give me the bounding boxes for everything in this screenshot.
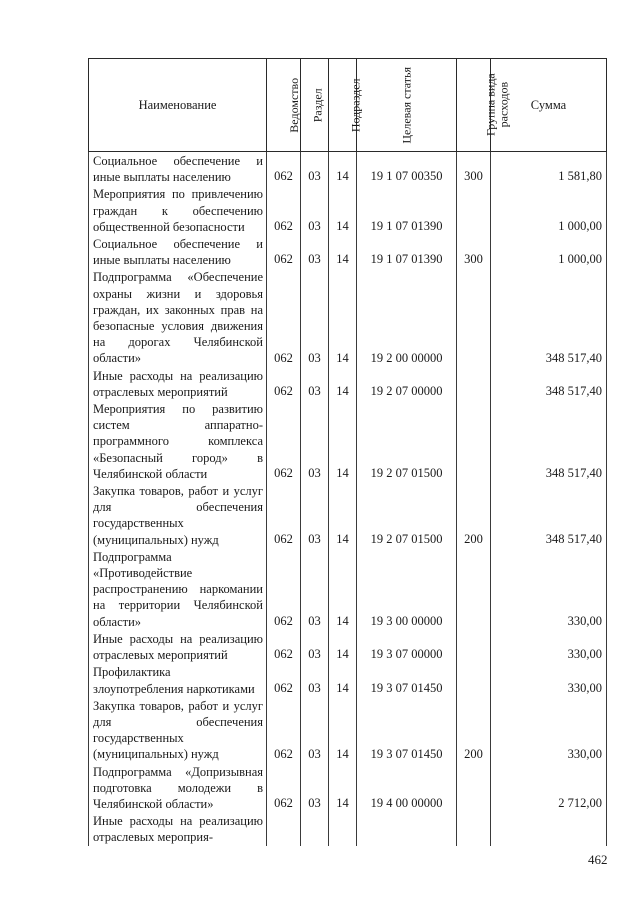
row-section-cell: 03 xyxy=(301,152,329,186)
header-subsection: Подраздел xyxy=(329,59,357,152)
row-amount-cell: 348 517,40 xyxy=(491,268,607,366)
row-subsection-cell: 14 xyxy=(329,268,357,366)
table-row xyxy=(89,185,607,235)
table-row xyxy=(89,482,607,548)
row-amount-cell: 330,00 xyxy=(491,663,607,696)
row-target-cell: 19 3 00 00000 xyxy=(357,548,457,630)
row-target-cell: 19 1 07 01390 xyxy=(357,235,457,268)
row-amount-cell: 2 712,00 xyxy=(491,763,607,813)
row-target-cell: 19 1 07 01390 xyxy=(357,185,457,235)
row-group-cell xyxy=(457,268,491,366)
row-group-cell: 200 xyxy=(457,482,491,548)
header-amount: Сумма xyxy=(491,59,607,152)
row-department-cell: 062 xyxy=(267,630,301,663)
row-subsection-cell: 14 xyxy=(329,400,357,482)
row-target-cell: 19 1 07 00350 xyxy=(357,152,457,186)
row-subsection-cell: 14 xyxy=(329,482,357,548)
row-name-cell: Социальное обеспечение и иные выплаты населению xyxy=(89,152,267,186)
table-row xyxy=(89,400,607,482)
row-group-cell xyxy=(457,185,491,235)
row-subsection-cell: 14 xyxy=(329,630,357,663)
row-subsection-cell: 14 xyxy=(329,367,357,400)
row-subsection-cell xyxy=(329,812,357,845)
table-row xyxy=(89,367,607,400)
row-amount-cell: 348 517,40 xyxy=(491,367,607,400)
row-subsection-cell: 14 xyxy=(329,697,357,763)
row-name-cell: Подпрограмма «Допризывная подготовка молодежи в Челябинской области» xyxy=(89,763,267,813)
row-name-cell: Подпрограмма «Противодействие распространению наркомании на территории Челябинской области» xyxy=(89,548,267,630)
table-row xyxy=(89,763,607,813)
row-section-cell: 03 xyxy=(301,185,329,235)
row-section-cell: 03 xyxy=(301,482,329,548)
row-department-cell: 062 xyxy=(267,268,301,366)
row-target-cell: 19 3 07 01450 xyxy=(357,663,457,696)
row-subsection-cell: 14 xyxy=(329,185,357,235)
table-row xyxy=(89,812,607,845)
page-number: 462 xyxy=(588,852,608,867)
row-amount-cell: 330,00 xyxy=(491,630,607,663)
row-name-cell: Мероприятия по привлечению граждан к обеспечению общественной безопасности xyxy=(89,185,267,235)
row-amount-cell: 348 517,40 xyxy=(491,482,607,548)
row-amount-cell xyxy=(491,812,607,845)
row-section-cell xyxy=(301,812,329,845)
row-group-cell xyxy=(457,548,491,630)
row-target-cell: 19 2 00 00000 xyxy=(357,268,457,366)
row-group-cell: 300 xyxy=(457,152,491,186)
row-group-cell xyxy=(457,663,491,696)
row-amount-cell: 330,00 xyxy=(491,548,607,630)
row-target-cell: 19 2 07 01500 xyxy=(357,482,457,548)
row-section-cell: 03 xyxy=(301,663,329,696)
row-section-cell: 03 xyxy=(301,400,329,482)
row-department-cell: 062 xyxy=(267,763,301,813)
table-row xyxy=(89,548,607,630)
row-group-cell xyxy=(457,630,491,663)
row-name-cell: Социальное обеспечение и иные выплаты населению xyxy=(89,235,267,268)
header-expense-group: Группа вида расходов xyxy=(457,59,491,152)
table-row xyxy=(89,268,607,366)
row-department-cell: 062 xyxy=(267,185,301,235)
row-section-cell: 03 xyxy=(301,763,329,813)
row-name-cell: Закупка товаров, работ и услуг для обеспечения государственных (муниципальных) нужд xyxy=(89,482,267,548)
table-header xyxy=(89,59,607,152)
row-target-cell: 19 3 07 01450 xyxy=(357,697,457,763)
row-department-cell: 062 xyxy=(267,697,301,763)
row-subsection-cell: 14 xyxy=(329,763,357,813)
row-department-cell xyxy=(267,812,301,845)
row-section-cell: 03 xyxy=(301,630,329,663)
row-department-cell: 062 xyxy=(267,548,301,630)
row-department-cell: 062 xyxy=(267,400,301,482)
header-department: Ведомство xyxy=(267,59,301,152)
row-group-cell xyxy=(457,763,491,813)
row-department-cell: 062 xyxy=(267,482,301,548)
row-name-cell: Профилактика злоупотребления наркотиками xyxy=(89,663,267,696)
row-section-cell: 03 xyxy=(301,548,329,630)
table-row xyxy=(89,663,607,696)
row-name-cell: Мероприятия по развитию систем аппаратно-программного комплекса «Безопасный город» в Челябинской области xyxy=(89,400,267,482)
row-department-cell: 062 xyxy=(267,663,301,696)
row-subsection-cell: 14 xyxy=(329,548,357,630)
row-amount-cell: 348 517,40 xyxy=(491,400,607,482)
row-target-cell: 19 2 07 00000 xyxy=(357,367,457,400)
row-section-cell: 03 xyxy=(301,367,329,400)
row-name-cell: Закупка товаров, работ и услуг для обеспечения государственных (муниципальных) нужд xyxy=(89,697,267,763)
row-department-cell: 062 xyxy=(267,367,301,400)
row-group-cell xyxy=(457,812,491,845)
row-department-cell: 062 xyxy=(267,235,301,268)
row-section-cell: 03 xyxy=(301,268,329,366)
row-department-cell: 062 xyxy=(267,152,301,186)
row-group-cell xyxy=(457,367,491,400)
header-name: Наименование xyxy=(89,59,267,152)
row-group-cell: 200 xyxy=(457,697,491,763)
row-group-cell xyxy=(457,400,491,482)
header-section: Раздел xyxy=(301,59,329,152)
table-row xyxy=(89,152,607,186)
row-amount-cell: 330,00 xyxy=(491,697,607,763)
row-target-cell: 19 3 07 00000 xyxy=(357,630,457,663)
row-subsection-cell: 14 xyxy=(329,235,357,268)
table-row xyxy=(89,235,607,268)
row-name-cell: Иные расходы на реализацию отраслевых мероприя- xyxy=(89,812,267,845)
budget-table xyxy=(88,58,607,846)
row-section-cell: 03 xyxy=(301,235,329,268)
row-target-cell: 19 4 00 00000 xyxy=(357,763,457,813)
row-name-cell: Иные расходы на реализацию отраслевых мероприятий xyxy=(89,367,267,400)
row-group-cell: 300 xyxy=(457,235,491,268)
row-target-cell: 19 2 07 01500 xyxy=(357,400,457,482)
row-name-cell: Подпрограмма «Обеспечение охраны жизни и здоровья граждан, их законных прав на безопасные условия движения на дорогах Челябинской области» xyxy=(89,268,267,366)
row-amount-cell: 1 581,80 xyxy=(491,152,607,186)
table-row xyxy=(89,697,607,763)
row-amount-cell: 1 000,00 xyxy=(491,235,607,268)
header-target-article: Целевая статья xyxy=(357,59,457,152)
row-subsection-cell: 14 xyxy=(329,152,357,186)
row-name-cell: Иные расходы на реализацию отраслевых мероприятий xyxy=(89,630,267,663)
row-subsection-cell: 14 xyxy=(329,663,357,696)
row-target-cell xyxy=(357,812,457,845)
row-amount-cell: 1 000,00 xyxy=(491,185,607,235)
table-row xyxy=(89,630,607,663)
table-body xyxy=(89,152,607,846)
row-section-cell: 03 xyxy=(301,697,329,763)
